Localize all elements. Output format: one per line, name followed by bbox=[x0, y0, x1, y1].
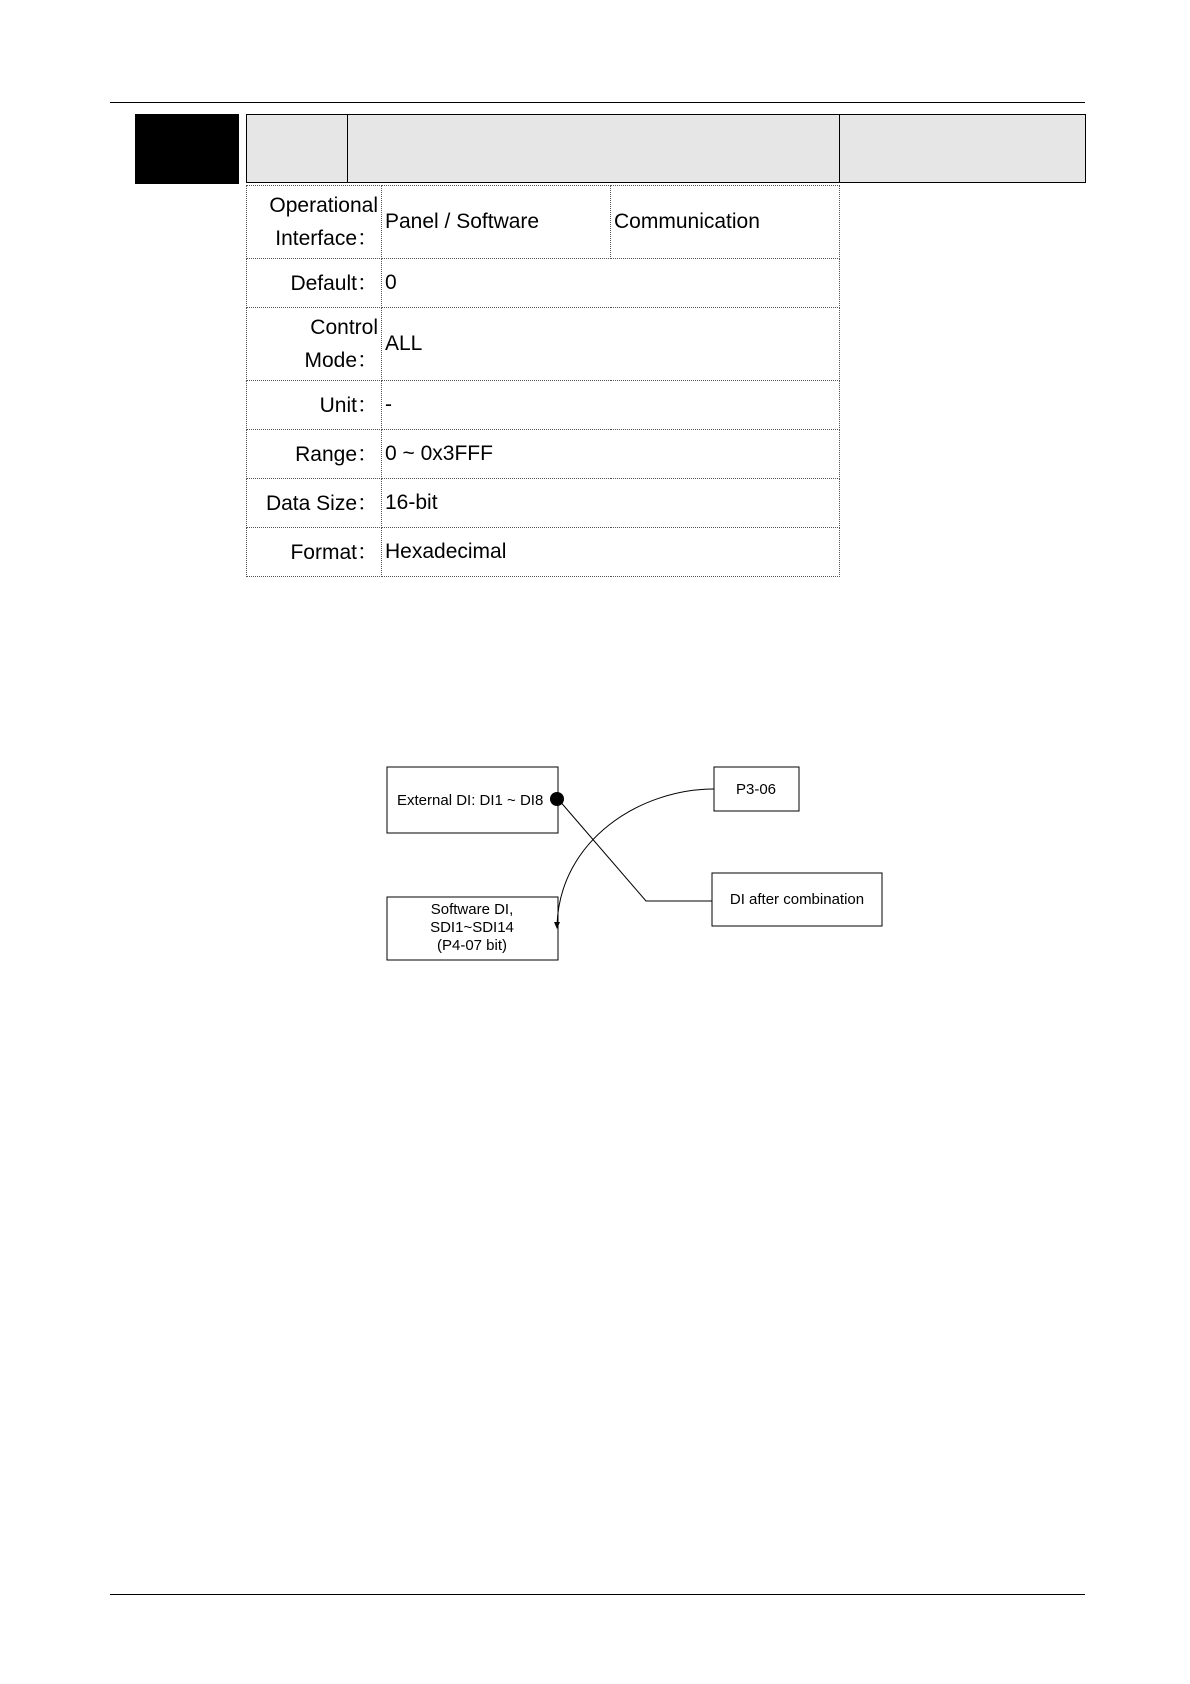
software-di-label-3: (P4-07 bit) bbox=[436, 937, 508, 954]
selection-arc bbox=[557, 789, 714, 925]
label-data-size: Data Size： bbox=[247, 479, 382, 528]
value-range: 0 ~ 0x3FFF bbox=[382, 430, 840, 479]
label-default: Default： bbox=[247, 259, 382, 308]
external-di-label: External DI: DI1 ~ DI8 bbox=[397, 792, 544, 809]
p3-06-label: P3-06 bbox=[735, 781, 777, 798]
di-after-combination-label: DI after combination bbox=[729, 891, 865, 908]
value-panel-software: Panel / Software bbox=[382, 186, 611, 259]
value-unit: - bbox=[382, 381, 840, 430]
label-range: Range： bbox=[247, 430, 382, 479]
arc-arrowhead bbox=[554, 922, 560, 929]
label-control-mode: Control Mode： bbox=[247, 308, 382, 381]
value-format: Hexadecimal bbox=[382, 528, 840, 577]
software-di-label-2: SDI1~SDI14 bbox=[430, 919, 514, 936]
value-default: 0 bbox=[382, 259, 840, 308]
switch-line bbox=[558, 799, 712, 901]
value-data-size: 16-bit bbox=[382, 479, 840, 528]
value-communication: Communication bbox=[611, 186, 840, 259]
value-control-mode: ALL bbox=[382, 308, 840, 381]
label-operational-interface: Operational Interface： bbox=[247, 186, 382, 259]
software-di-label-1: Software DI, bbox=[430, 901, 514, 918]
bottom-rule bbox=[110, 1594, 1085, 1595]
label-unit: Unit： bbox=[247, 381, 382, 430]
label-format: Format： bbox=[247, 528, 382, 577]
